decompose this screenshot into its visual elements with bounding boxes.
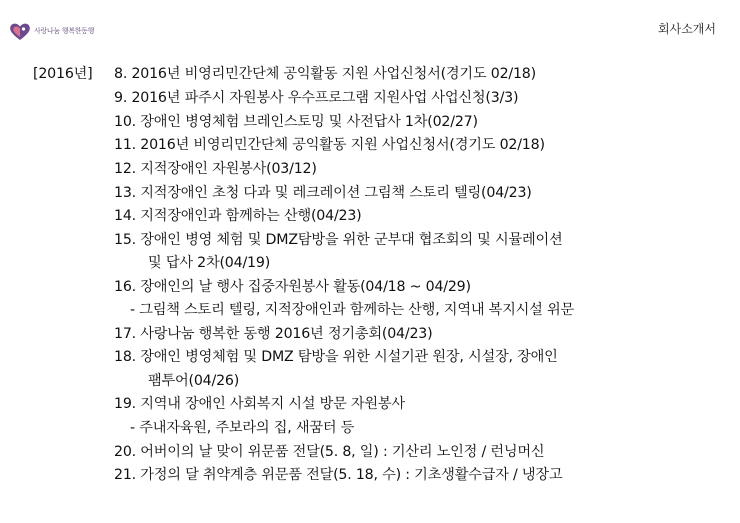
- list-item: 14. 지적장애인과 함께하는 산행(04/23): [114, 208, 362, 224]
- document-label: 회사소개서: [658, 22, 716, 36]
- list-item: 9. 2016년 파주시 자원봉사 우수프로그램 지원사업 사업신청(3/3): [114, 90, 519, 106]
- list-item-continuation: 및 답사 2차(04/19): [148, 255, 271, 271]
- logo-text: 사랑나눔 행복한동행: [34, 27, 95, 35]
- list-item: 10. 장애인 병영체험 브레인스토밍 및 사전답사 1차(02/27): [114, 114, 478, 130]
- list-item: 12. 지적장애인 자원봉사(03/12): [114, 161, 317, 177]
- list-item: 18. 장애인 병영체험 및 DMZ 탐방을 위한 시설기관 원장, 시설장, 장애인: [114, 349, 558, 365]
- list-subitem: - 주내자육원, 주보라의 집, 새꿈터 등: [130, 420, 355, 436]
- list-item: 15. 장애인 병영 체험 및 DMZ탐방을 위한 군부대 협조회의 및 시뮬레이션: [114, 232, 563, 248]
- list-item: 16. 장애인의 날 행사 집중자원봉사 활동(04/18 ~ 04/29): [114, 279, 471, 295]
- list-item: 19. 지역내 장애인 사회복지 시설 방문 자원봉사: [114, 396, 405, 412]
- list-item: 17. 사랑나눔 행복한 동행 2016년 정기총회(04/23): [114, 326, 433, 342]
- list-subitem: - 그림책 스토리 텔링, 지적장애인과 함께하는 산행, 지역내 복지시설 위문: [130, 302, 574, 318]
- heart-logo-icon: [8, 20, 32, 42]
- list-item-continuation: 팸투어(04/26): [148, 373, 240, 389]
- list-item: 21. 가정의 달 취약계층 위문품 전달(5. 18, 수) : 기초생활수급자 / 냉장고: [114, 467, 563, 483]
- list-item: 13. 지적장애인 초청 다과 및 레크레이션 그림책 스토리 텔링(04/23): [114, 185, 532, 201]
- year-heading: [2016년]: [33, 66, 93, 82]
- list-item: 8. 2016년 비영리민간단체 공익활동 지원 사업신청서(경기도 02/18): [114, 66, 536, 82]
- logo: [8, 18, 120, 44]
- list-item: 11. 2016년 비영리민간단체 공익활동 지원 사업신청서(경기도 02/18): [114, 137, 545, 153]
- list-item: 20. 어버이의 날 맞이 위문품 전달(5. 8, 일) : 기산리 노인정 / 런닝머신: [114, 444, 545, 460]
